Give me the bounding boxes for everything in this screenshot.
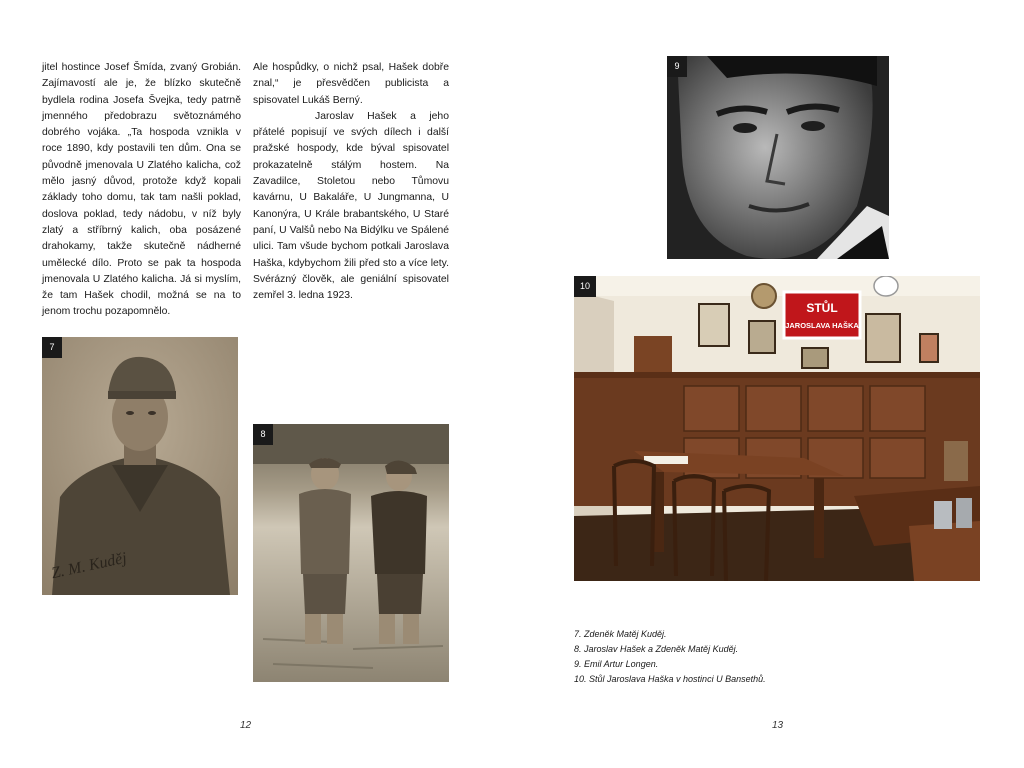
paragraph: Jaroslav Hašek a jeho přátelé popisují ve svých dílech i další pražské hospody, kde býval spisovatel prokazatelně stálým hostem. Na Zavadilce, Stoletou nebo Tůmovu kavárnu, U Bakaláře, U Jungmanna, U Kanonýra, U Krále brabantského, U Staré paní, U Valšů nebo Na Bidýlku ve Spálené ulici. Tam všude bychom potkali Jaroslava Haška, kdybychom žili před sto a více lety. Svérázný člověk, ale geniální spisovatel zemřel 3. ledna 1923. [253,110,449,302]
man-portrait-image [667,56,889,259]
text-column-1 [42,60,241,321]
pub-interior-image [574,276,980,581]
caption-item: 8. Jaroslav Hašek a Zdeněk Matěj Kuděj. [574,644,739,654]
caption-item: 9. Emil Artur Longen. [574,659,659,669]
caption-item: 7. Zdeněk Matěj Kuděj. [574,629,667,639]
sign-line-1: STŮL [806,301,838,315]
photo-number-badge: 7 [42,337,62,358]
photo-captions [574,627,974,687]
page-number-right: 13 [772,720,784,731]
soldier-portrait-image [42,337,238,595]
photo-number-badge: 10 [574,276,596,297]
paragraph: jitel hostince Josef Šmída, zvaný Grobián. Zajímavostí ale je, že blízko skutečně bydlela rodina Josefa Švejka, tedy patrně jmenného předobrazu světoznámého dobrého vojáka. „Ta hospoda vznikla v roce 1890, kdy postavili ten dům. Ona se původně jmenovala U Zlatého kalicha, což mělo jasný důvod, protože když kopali základy toho domu, tak tam našli poklad, doslova poklad, tedy nádobu, v níž byly zlatý a stříbrný kalich, oba posázené drahokamy, takže skutečně nádherné umělecké dílo. Proto se pak ta hospoda jmenovala U Zlatého kalicha. Já si myslím, že tam Hašek chodil, možná se na to jenom trochu pozapomnělo. [42,62,241,318]
photo-9-portrait [667,56,889,259]
photo-number-badge: 9 [667,56,687,77]
photo-10-pub-interior [574,276,980,581]
two-people-in-water-image [253,424,449,682]
photo-number-badge: 8 [253,424,273,445]
signature: Z. M. Kuděj [49,549,129,583]
page-number-left: 12 [240,720,252,731]
paragraph: Ale hospůdky, o nichž psal, Hašek dobře znal,“ je přesvědčen publicista a spisovatel Lukáš Berný. [253,62,449,106]
text-column-2 [253,60,449,304]
photo-8-two-people [253,424,449,682]
sign-line-2: JAROSLAVA HAŠKA [785,321,859,330]
photo-7-portrait [42,337,238,595]
caption-item: 10. Stůl Jaroslava Haška v hostinci U Bansethů. [574,674,766,684]
